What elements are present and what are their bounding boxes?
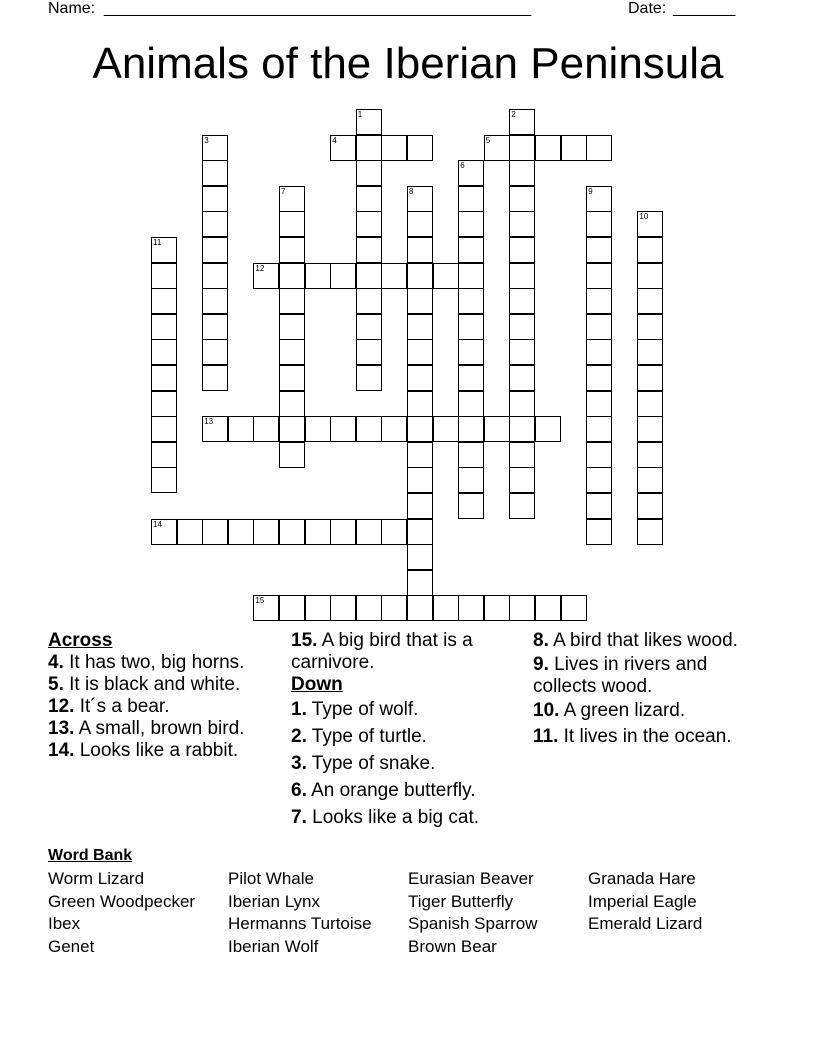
grid-cell[interactable] <box>407 211 433 237</box>
grid-cell[interactable] <box>509 493 535 519</box>
grid-cell[interactable] <box>279 416 305 442</box>
clues-column-1 <box>48 630 278 762</box>
word-bank-item: Iberian Lynx <box>228 892 320 911</box>
page-title: Animals of the Iberian Peninsula <box>92 39 724 88</box>
grid-cell[interactable] <box>586 237 612 263</box>
grid-cell[interactable] <box>509 595 535 621</box>
grid-cell[interactable] <box>356 263 382 289</box>
grid-cell[interactable] <box>509 211 535 237</box>
grid-cell[interactable] <box>535 135 561 161</box>
grid-cell[interactable] <box>202 288 228 314</box>
grid-cell[interactable] <box>279 391 305 417</box>
grid-cell[interactable] <box>484 595 510 621</box>
grid-cell[interactable] <box>407 493 433 519</box>
grid-cell[interactable] <box>561 595 587 621</box>
grid-cell[interactable] <box>407 237 433 263</box>
grid-cell[interactable] <box>509 391 535 417</box>
grid-cell[interactable] <box>509 263 535 289</box>
grid-cell[interactable] <box>202 339 228 365</box>
grid-cell[interactable] <box>535 595 561 621</box>
grid-cell[interactable] <box>407 467 433 493</box>
grid-cell[interactable] <box>458 186 484 212</box>
grid-cell[interactable] <box>407 339 433 365</box>
grid-cell[interactable] <box>458 416 484 442</box>
grid-cell[interactable] <box>458 442 484 468</box>
grid-cell[interactable] <box>433 263 459 289</box>
grid-cell[interactable] <box>151 391 177 417</box>
grid-cell[interactable] <box>356 135 382 161</box>
grid-cell[interactable] <box>586 391 612 417</box>
clue-number-11: 11 <box>153 238 162 247</box>
clue-down-3: 3. Type of snake. <box>291 753 436 774</box>
grid-cell[interactable] <box>407 442 433 468</box>
word-bank-item: Imperial Eagle <box>588 892 697 911</box>
clue-number-3: 3 <box>204 135 209 145</box>
grid-cell[interactable] <box>202 237 228 263</box>
clue-number-14: 14 <box>153 519 162 529</box>
grid-cell[interactable] <box>356 519 382 545</box>
grid-cell[interactable] <box>637 519 663 545</box>
grid-cell[interactable] <box>637 442 663 468</box>
word-bank-item: Pilot Whale <box>228 869 314 888</box>
across-heading: Across <box>48 630 113 651</box>
word-bank-item: Iberian Wolf <box>228 937 319 956</box>
grid-cell[interactable] <box>586 493 612 519</box>
grid-cell[interactable] <box>151 416 177 442</box>
grid-cell[interactable] <box>407 570 433 596</box>
grid-cell[interactable] <box>279 237 305 263</box>
grid-cell[interactable] <box>151 288 177 314</box>
grid-cell[interactable] <box>637 365 663 391</box>
grid-cell[interactable] <box>228 519 254 545</box>
grid-cell[interactable] <box>356 211 382 237</box>
grid-cell[interactable] <box>305 595 331 621</box>
word-bank-item: Brown Bear <box>408 937 497 956</box>
grid-cell[interactable] <box>279 263 305 289</box>
clue-number-4: 4 <box>332 135 337 145</box>
grid-cell[interactable] <box>356 339 382 365</box>
grid-cell[interactable] <box>330 519 356 545</box>
grid-cell[interactable] <box>535 416 561 442</box>
grid-cell[interactable] <box>279 288 305 314</box>
grid-cell[interactable] <box>407 365 433 391</box>
grid-cell[interactable] <box>637 288 663 314</box>
grid-cell[interactable] <box>202 519 228 545</box>
grid-cell[interactable] <box>356 365 382 391</box>
grid-cell[interactable] <box>509 135 535 161</box>
grid-cell[interactable] <box>509 467 535 493</box>
grid-cell[interactable] <box>202 365 228 391</box>
grid-cell[interactable] <box>637 263 663 289</box>
grid-cell[interactable] <box>637 237 663 263</box>
grid-cell[interactable] <box>305 263 331 289</box>
word-bank-item: Worm Lizard <box>48 869 145 888</box>
grid-cell[interactable] <box>509 237 535 263</box>
grid-cell[interactable] <box>253 519 279 545</box>
grid-cell[interactable] <box>279 442 305 468</box>
word-bank-item: Genet <box>48 937 95 956</box>
clue-number-15: 15 <box>255 596 265 606</box>
grid-cell[interactable] <box>433 416 459 442</box>
clue-down-8: 8. A bird that likes wood. <box>533 630 738 651</box>
clues-column-2 <box>291 630 521 829</box>
grid-cell[interactable] <box>202 186 228 212</box>
grid-cell[interactable] <box>586 519 612 545</box>
clue-number-2: 2 <box>511 110 516 119</box>
grid-cell[interactable] <box>279 519 305 545</box>
clue-number-8: 8 <box>409 186 414 196</box>
clue-number-9: 9 <box>588 186 593 196</box>
grid-cell[interactable] <box>356 237 382 263</box>
grid-cell[interactable] <box>151 442 177 468</box>
clue-across-13: 13. A small, brown bird. <box>48 718 245 739</box>
clue-down-10: 10. A green lizard. <box>533 700 686 721</box>
clue-across-15: 15. A big bird that is a carnivore. <box>291 630 473 673</box>
grid-cell[interactable] <box>356 186 382 212</box>
grid-cell[interactable] <box>177 519 203 545</box>
grid-cell[interactable] <box>637 467 663 493</box>
grid-cell[interactable] <box>356 595 382 621</box>
grid-cell[interactable] <box>151 314 177 340</box>
word-bank-item: Ibex <box>48 914 81 933</box>
grid-cell[interactable] <box>458 263 484 289</box>
grid-cell[interactable] <box>586 467 612 493</box>
grid-cell[interactable] <box>586 314 612 340</box>
word-bank-item: Granada Hare <box>588 869 696 888</box>
grid-cell[interactable] <box>407 595 433 621</box>
grid-cell[interactable] <box>381 595 407 621</box>
grid-cell[interactable] <box>586 288 612 314</box>
clue-number-6: 6 <box>460 161 465 171</box>
grid-cell[interactable] <box>407 416 433 442</box>
clue-across-5: 5. It is black and white. <box>48 674 241 695</box>
grid-cell[interactable] <box>151 339 177 365</box>
grid-cell[interactable] <box>458 211 484 237</box>
clue-down-7: 7. Looks like a big cat. <box>291 807 480 828</box>
grid-cell[interactable] <box>561 135 587 161</box>
grid-cell[interactable] <box>407 519 433 545</box>
grid-cell[interactable] <box>458 288 484 314</box>
grid-cell[interactable] <box>637 339 663 365</box>
grid-cell[interactable] <box>330 595 356 621</box>
word-bank-item: Emerald Lizard <box>588 914 703 933</box>
clue-number-7: 7 <box>281 186 286 196</box>
grid-cell[interactable] <box>279 595 305 621</box>
word-bank-item: Green Woodpecker <box>48 892 196 911</box>
clue-down-11: 11. It lives in the ocean. <box>533 726 732 747</box>
word-bank-item: Tiger Butterfly <box>408 892 514 911</box>
grid-cell[interactable] <box>202 314 228 340</box>
grid-cell[interactable] <box>407 288 433 314</box>
grid-cell[interactable] <box>586 135 612 161</box>
grid-cell[interactable] <box>509 339 535 365</box>
grid-cell[interactable] <box>228 416 254 442</box>
clue-number-1: 1 <box>357 110 363 119</box>
grid-cell[interactable] <box>458 493 484 519</box>
grid-cell[interactable] <box>458 595 484 621</box>
clue-down-1: 1. Type of wolf. <box>291 699 419 720</box>
grid-cell[interactable] <box>407 544 433 570</box>
grid-cell[interactable] <box>381 263 407 289</box>
grid-cell[interactable] <box>356 160 382 186</box>
grid-cell[interactable] <box>279 211 305 237</box>
grid-cell[interactable] <box>202 263 228 289</box>
grid-cell[interactable] <box>253 416 279 442</box>
grid-cell[interactable] <box>509 442 535 468</box>
grid-cell[interactable] <box>458 237 484 263</box>
grid-cell[interactable] <box>305 416 331 442</box>
grid-cell[interactable] <box>356 314 382 340</box>
grid-cell[interactable] <box>381 519 407 545</box>
grid-cell[interactable] <box>637 391 663 417</box>
word-bank-item: Eurasian Beaver <box>408 869 534 888</box>
grid-cell[interactable] <box>151 365 177 391</box>
grid-cell[interactable] <box>484 416 510 442</box>
grid-cell[interactable] <box>458 365 484 391</box>
name-line: ________________________________________________ <box>104 0 532 17</box>
grid-cell[interactable] <box>586 442 612 468</box>
clue-across-4: 4. It has two, big horns. <box>48 652 245 673</box>
word-bank-item: Hermanns Turtoise <box>228 914 372 933</box>
grid-cell[interactable] <box>509 416 535 442</box>
down-heading: Down <box>291 674 343 695</box>
grid-cell[interactable] <box>356 416 382 442</box>
grid-cell[interactable] <box>356 288 382 314</box>
grid-cell[interactable] <box>637 314 663 340</box>
grid-cell[interactable] <box>586 211 612 237</box>
grid-cell[interactable] <box>202 211 228 237</box>
grid-cell[interactable] <box>279 365 305 391</box>
grid-cell[interactable] <box>637 493 663 519</box>
clues-column-3 <box>533 630 773 748</box>
grid-cell[interactable] <box>151 263 177 289</box>
grid-cell[interactable] <box>509 186 535 212</box>
grid-cell[interactable] <box>407 263 433 289</box>
grid-cell[interactable] <box>509 365 535 391</box>
grid-cell[interactable] <box>330 416 356 442</box>
grid-cell[interactable] <box>586 263 612 289</box>
grid-cell[interactable] <box>458 467 484 493</box>
grid-cell[interactable] <box>381 416 407 442</box>
grid-cell[interactable] <box>586 339 612 365</box>
grid-cell[interactable] <box>407 314 433 340</box>
grid-cell[interactable] <box>458 339 484 365</box>
clue-number-12: 12 <box>255 263 265 273</box>
grid-cell[interactable] <box>279 314 305 340</box>
grid-cell[interactable] <box>279 339 305 365</box>
grid-cell[interactable] <box>407 135 433 161</box>
date-line: _______ <box>673 0 736 17</box>
grid-cell[interactable] <box>586 365 612 391</box>
clue-number-13: 13 <box>204 417 214 427</box>
clue-number-5: 5 <box>485 135 491 145</box>
clue-across-14: 14. Looks like a rabbit. <box>48 740 239 761</box>
word-bank-title: Word Bank <box>48 847 133 864</box>
clue-across-12: 12. It´s a bear. <box>48 696 170 717</box>
grid-cell[interactable] <box>509 160 535 186</box>
grid-cell[interactable] <box>509 314 535 340</box>
grid-cell[interactable] <box>407 391 433 417</box>
clue-down-9: 9. Lives in rivers and collects wood. <box>533 654 708 697</box>
word-bank-item: Spanish Sparrow <box>408 914 538 933</box>
grid-cell[interactable] <box>458 391 484 417</box>
grid-cell[interactable] <box>586 416 612 442</box>
grid-cell[interactable] <box>305 519 331 545</box>
grid-cell[interactable] <box>330 263 356 289</box>
grid-cell[interactable] <box>202 160 228 186</box>
grid-cell[interactable] <box>433 595 459 621</box>
grid-cell[interactable] <box>381 135 407 161</box>
grid-cell[interactable] <box>637 416 663 442</box>
name-label: Name: <box>48 0 96 17</box>
grid-cell[interactable] <box>509 288 535 314</box>
grid-cell[interactable] <box>151 467 177 493</box>
date-label: Date: <box>628 0 667 17</box>
clue-down-2: 2. Type of turtle. <box>291 726 427 747</box>
clue-number-10: 10 <box>639 212 649 222</box>
clue-down-6: 6. An orange butterfly. <box>291 780 476 801</box>
grid-cell[interactable] <box>458 314 484 340</box>
